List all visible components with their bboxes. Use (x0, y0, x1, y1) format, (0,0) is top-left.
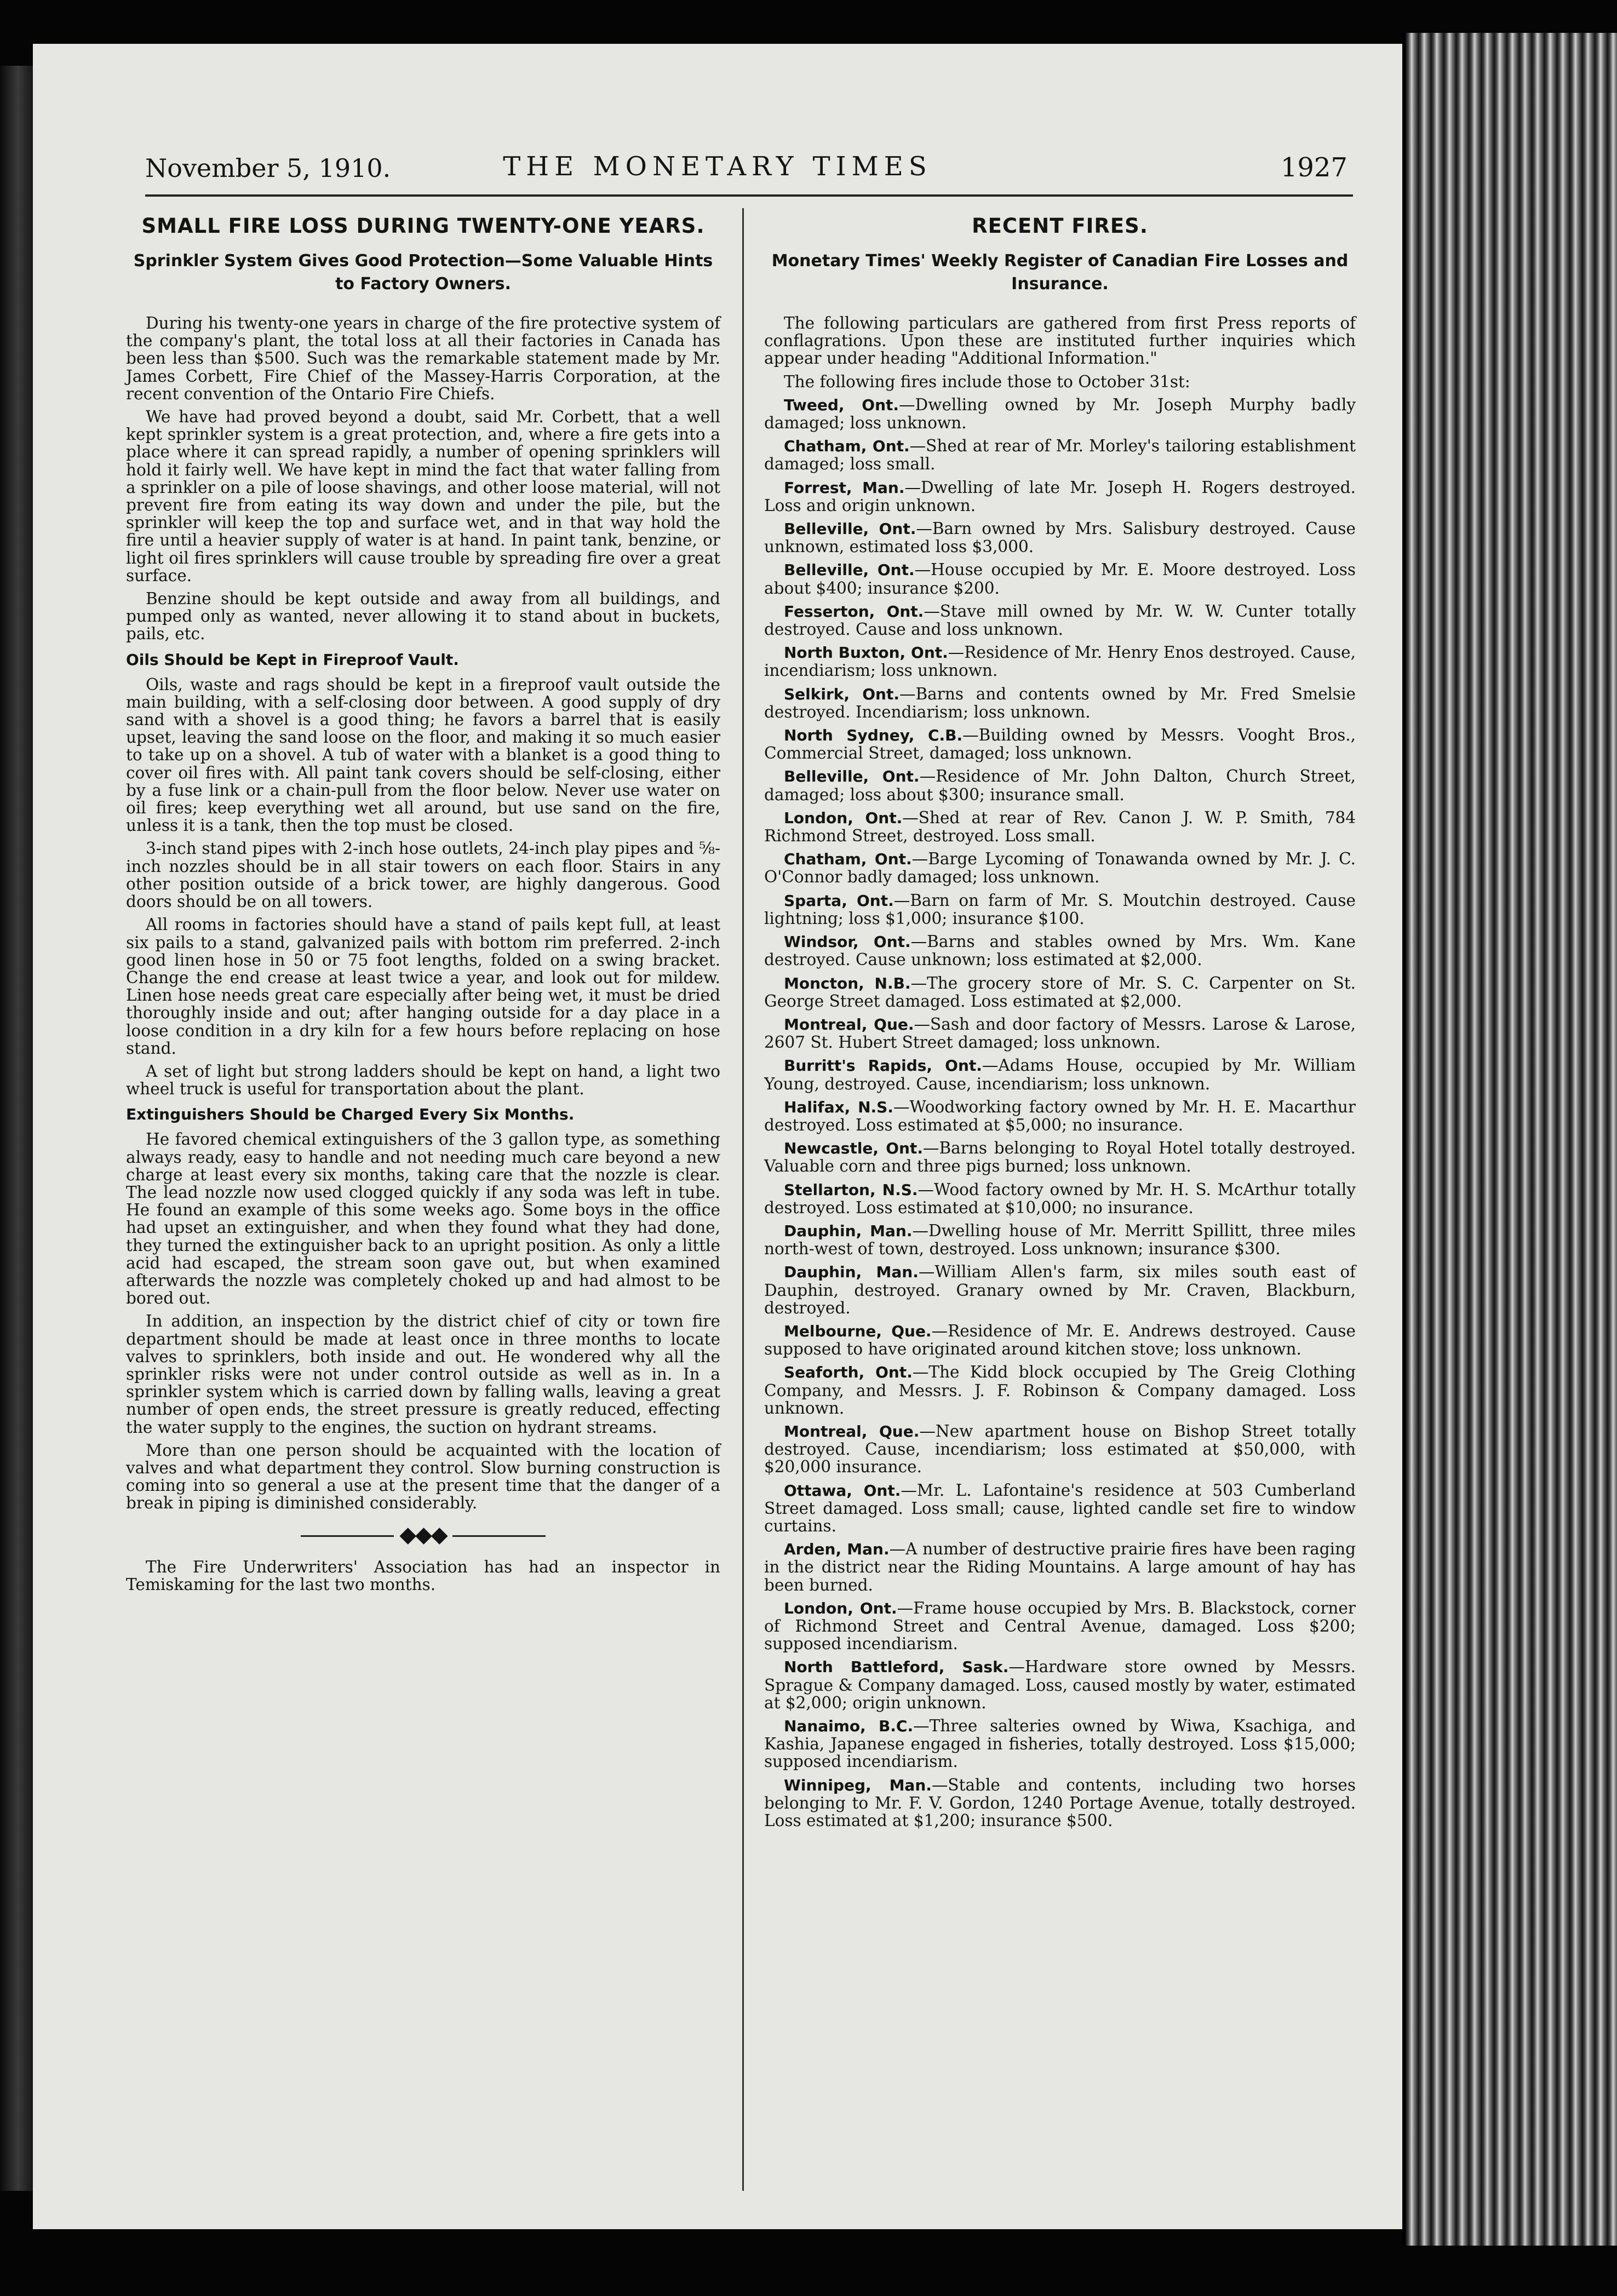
column-divider (742, 208, 744, 2191)
fire-description: —Shed at rear of Rev. Canon J. W. P. Smith, 784 Richmond Street, destroyed. Loss small. (764, 808, 1356, 846)
fire-entry (764, 437, 1356, 473)
fire-entry (764, 520, 1356, 555)
fire-location: Sparta, Ont. (784, 891, 894, 910)
fire-entry (764, 1599, 1356, 1653)
fire-description: —Barns belonging to Royal Hotel totally destroyed. Valuable corn and three pigs burned; loss unknown. (764, 1139, 1356, 1176)
fire-location: Halifax, N.S. (784, 1098, 893, 1116)
fire-entry (764, 644, 1356, 679)
fire-description: —Adams House, occupied by Mr. William Young, destroyed. Cause, incendiarism; loss unknown. (764, 1056, 1356, 1093)
fire-location: Fesserton, Ont. (784, 602, 924, 621)
fire-description: —Woodworking factory owned by Mr. H. E. Macarthur destroyed. Loss estimated at $5,000; no insurance. (764, 1097, 1356, 1134)
fire-location: Montreal, Que. (784, 1015, 914, 1034)
fire-entry (764, 1322, 1356, 1358)
fire-description: —Building owned by Messrs. Vooght Bros., Commercial Street, damaged; loss unknown. (764, 726, 1356, 763)
fire-entry (764, 1181, 1356, 1216)
fire-description: —Sash and door factory of Messrs. Larose & Larose, 2607 St. Hubert Street damaged; loss unknown. (764, 1014, 1356, 1052)
fire-location: Stellarton, N.S. (784, 1180, 918, 1199)
fire-entry (764, 809, 1356, 845)
fire-description: —Stable and contents, including two horses belonging to Mr. F. V. Gordon, 1240 Portage Avenue, totally destroyed. Loss estimated at $1,200; insurance $500. (764, 1775, 1356, 1830)
fire-location: Newcastle, Ont. (784, 1139, 923, 1158)
fire-location: Belleville, Ont. (784, 561, 915, 579)
fire-location: Tweed, Ont. (784, 395, 899, 414)
fire-entry (764, 726, 1356, 762)
fire-location: Melbourne, Que. (784, 1322, 932, 1340)
fire-location: Windsor, Ont. (784, 933, 911, 951)
fire-entry (764, 1482, 1356, 1535)
recent-fires-headline: RECENT FIRES. (972, 214, 1148, 238)
masthead (33, 44, 1402, 208)
fire-description: —Hardware store owned by Messrs. Sprague & Company damaged. Loss, caused mostly by water, estimated at $2,000; origin unknown. (764, 1657, 1356, 1712)
fire-location: Chatham, Ont. (784, 850, 912, 869)
fire-entry (764, 1263, 1356, 1317)
paragraph: In addition, an inspection by the district chief of city or town fire department should be made at least once in three months to locate valves to sprinklers, both inside and out. He wondered why all the sprinkler risks were not under control outside as well as in. In a sprinkler system which is carried down by falling walls, leaving a great number of open ends, the street pressure is greatly reduced, effecting the water supply to the engines, the suction on hydrant streams. (126, 1312, 720, 1437)
fire-location: Belleville, Ont. (784, 767, 920, 786)
paragraph: A set of light but strong ladders should be kept on hand, a light two wheel truck is useful for transportation about the plant. (126, 1061, 720, 1099)
fire-entry (764, 602, 1356, 638)
fire-location: Moncton, N.B. (784, 974, 911, 992)
fire-location: Forrest, Man. (784, 478, 905, 497)
fire-description: —Residence of Mr. E. Andrews destroyed. Cause supposed to have originated around kitchen stove; loss unknown. (764, 1321, 1356, 1359)
closing-note: The Fire Underwriters' Association has had an inspector in Temiskaming for the last two months. (126, 1557, 720, 1594)
right-column-article (764, 214, 1356, 1835)
fire-location: North Sydney, C.B. (784, 726, 963, 745)
paragraph: Oils, waste and rags should be kept in a fireproof vault outside the main building, with a self-closing door between. A good supply of dry sand with a shovel is a good thing; he favors a barrel that is easily upset, leaving the sand loose on the floor, and making it so much easier to take up on a shovel. A tub of water with a blanket is a good thing to cover oil fires with. All paint tank covers should be self-closing, either by a fuse link or a chain-pull from the floor below. Never use water on oil fires; keep everything wet all around, but use sand on the fire, unless it is a tank, then the top must be closed. (126, 675, 720, 835)
register-lead-in: The following fires include those to October 31st: (784, 372, 1190, 391)
page-number: 1927 (1280, 152, 1348, 183)
paragraph: We have had proved beyond a doubt, said Mr. Corbett, that a well kept sprinkler system is a great protection, and, where a fire gets into a place where it can spread rapidly, a number of opening sprinklers will hold it fairly well. We have kept in mind the fact that water falling from a sprinkler on a pile of loose shavings, and other loose material, will not prevent fire from eating its way down and under the pile, but the sprinkler will keep the top and surface wet, and in that way hold the fire until a heavier supply of water is at hand. In paint tank, benzine, or light oil fires sprinklers will cause trouble by spreading fire over a great surface. (126, 407, 720, 585)
paragraph: More than one person should be acquainted with the location of valves and what department they control. Slow burning construction is coming into so general a use at the present time that the danger of a break in piping is diminished considerably. (126, 1440, 720, 1513)
article-headline: SMALL FIRE LOSS DURING TWENTY-ONE YEARS. (141, 214, 705, 238)
fire-entry (764, 892, 1356, 927)
fire-location: Seaforth, Ont. (784, 1363, 913, 1382)
fire-location: Chatham, Ont. (784, 437, 910, 456)
register-intro: The following particulars are gathered from first Press reports of conflagrations. Upon these are instituted further inquiries which appear under heading "Additional Information." (764, 314, 1356, 368)
fire-entry (764, 479, 1356, 514)
fire-location: Selkirk, Ont. (784, 685, 899, 703)
fire-description: —Wood factory owned by Mr. H. S. McArthur totally destroyed. Loss estimated at $10,000; no insurance. (764, 1180, 1356, 1217)
fire-entry (764, 1717, 1356, 1771)
paragraph: During his twenty-one years in charge of the fire protective system of the company's plant, the total loss at all their factories in Canada has been less than $500. Such was the remarkable statement made by Mr. James Corbett, Fire Chief of the Massey-Harris Corporation, at the recent convention of the Ontario Fire Chiefs. (126, 314, 720, 403)
fire-entry (764, 1658, 1356, 1712)
fire-description: —Mr. L. Lafontaine's residence at 503 Cumberland Street damaged. Loss small; cause, lighted candle set fire to window curtains. (764, 1480, 1356, 1535)
fire-location: Burritt's Rapids, Ont. (784, 1057, 982, 1075)
book-binding (1402, 33, 1617, 2246)
fire-description: —Stave mill owned by Mr. W. W. Cunter totally destroyed. Cause and loss unknown. (764, 601, 1356, 639)
fire-entry (764, 1776, 1356, 1830)
fire-description: —Dwelling house of Mr. Merritt Spillitt, three miles north-west of town, destroyed. Loss unknown; insurance $300. (764, 1221, 1356, 1259)
ornament-divider: ◆◆◆ (126, 1522, 720, 1547)
fire-location: Arden, Man. (784, 1540, 890, 1559)
fire-entry (764, 396, 1356, 432)
fire-description: —Barns and contents owned by Mr. Fred Smelsie destroyed. Incendiarism; loss unknown. (764, 684, 1356, 721)
fire-description: —Shed at rear of Mr. Morley's tailoring establishment damaged; loss small. (764, 437, 1356, 474)
fire-entry (764, 561, 1356, 596)
fire-entry (764, 1540, 1356, 1594)
fire-entry (764, 1015, 1356, 1051)
fire-entry (764, 1422, 1356, 1476)
left-page-edge (0, 66, 33, 2191)
fire-description: —The Kidd block occupied by The Greig Clothing Company, and Messrs. J. F. Robinson & Company damaged. Loss unknown. (764, 1363, 1356, 1417)
fire-description: —The grocery store of Mr. S. C. Carpenter on St. George Street damaged. Loss estimated at $2,000. (764, 973, 1356, 1011)
fire-description: —Residence of Mr. John Dalton, Church Street, damaged; loss about $300; insurance small. (764, 767, 1356, 804)
fire-description: —Barn owned by Mrs. Salisbury destroyed. Cause unknown, estimated loss $3,000. (764, 519, 1356, 556)
fire-entry (764, 850, 1356, 886)
fire-location: Dauphin, Man. (784, 1263, 919, 1282)
fire-location: Ottawa, Ont. (784, 1481, 901, 1500)
fire-description: —Three salteries owned by Wiwa, Ksachiga, and Kashia, Japanese engaged in fisheries, totally destroyed. Loss $15,000; supposed incendiarism. (764, 1717, 1356, 1771)
left-column-article (126, 214, 720, 1599)
fire-entry (764, 767, 1356, 803)
masthead-rule (145, 194, 1353, 197)
fire-location: Dauphin, Man. (784, 1221, 913, 1240)
fire-description: —Barns and stables owned by Mrs. Wm. Kane destroyed. Cause unknown; loss estimated at $2,000. (764, 932, 1356, 969)
fire-description: —House occupied by Mr. E. Moore destroyed. Loss about $400; insurance $200. (764, 560, 1356, 598)
fire-description: —Barn on farm of Mr. S. Moutchin destroyed. Cause lightning; loss $1,000; insurance $100. (764, 891, 1356, 928)
fire-entry (764, 1222, 1356, 1258)
paragraph: Benzine should be kept outside and away from all buildings, and pumped only as wanted, never allowing it to stand about in buckets, pails, etc. (126, 589, 720, 644)
fire-description: —Dwelling of late Mr. Joseph H. Rogers destroyed. Loss and origin unknown. (764, 478, 1356, 515)
fire-description: —Residence of Mr. Henry Enos destroyed. Cause, incendiarism; loss unknown. (764, 643, 1356, 680)
fire-location: Belleville, Ont. (784, 520, 916, 538)
fire-location: North Battleford, Sask. (784, 1658, 1009, 1677)
fire-entry (764, 1098, 1356, 1134)
fire-description: —Frame house occupied by Mrs. B. Blackstock, corner of Richmond Street and Central Avenue, damaged. Loss $200; supposed incendiarism. (764, 1598, 1356, 1654)
fire-location: Montreal, Que. (784, 1422, 920, 1440)
subhead-oils: Oils Should be Kept in Fireproof Vault. (126, 650, 459, 669)
fire-description: —A number of destructive prairie fires have been raging in the district near the Riding Mountains. A large amount of hay has been burned. (764, 1540, 1356, 1594)
fire-location: London, Ont. (784, 1599, 897, 1617)
fire-entry (764, 1139, 1356, 1175)
issue-date: November 5, 1910. (145, 153, 391, 183)
subhead-extinguishers: Extinguishers Should be Charged Every Six Months. (126, 1105, 575, 1124)
fire-description: —Barge Lycoming of Tonawanda owned by Mr. J. C. O'Connor badly damaged; loss unknown. (764, 849, 1356, 887)
paragraph: 3-inch stand pipes with 2-inch hose outlets, 24-inch play pipes and ⅝-inch nozzles should be in all stair towers on each floor. Stairs in any other position outside of a brick tower, are highly dangerous. Good doors should be on all towers. (126, 839, 720, 911)
fire-entry (764, 933, 1356, 968)
paragraph: He favored chemical extinguishers of the 3 gallon type, as something always ready, easy to handle and not needing much care beyond a new charge at least every six months, taking care that the nozzle is clear. The lead nozzle now used clogged quickly if any soda was left in tube. He found an example of this some weeks ago. Some boys in the office had upset an extinguisher, and when they found what they had done, they turned the extinguisher back to an upright position. As only a little acid had escaped, the stream soon gave out, but when examined afterwards the nozzle was completely choked up and had almost to be bored out. (126, 1130, 720, 1308)
fire-location: Winnipeg, Man. (784, 1776, 932, 1794)
publication-title: THE MONETARY TIMES (503, 151, 932, 182)
article-deck: Sprinkler System Gives Good Protection—Some Valuable Hints to Factory Owners. (133, 251, 713, 294)
fire-location: Nanaimo, B.C. (784, 1717, 914, 1736)
fire-description: —New apartment house on Bishop Street totally destroyed. Cause, incendiarism; loss estimated at $50,000, with $20,000 insurance. (764, 1421, 1356, 1477)
fire-description: —Dwelling owned by Mr. Joseph Murphy badly damaged; loss unknown. (764, 395, 1356, 433)
fire-entry (764, 1057, 1356, 1092)
fire-description: —William Allen's farm, six miles south east of Dauphin, destroyed. Granary owned by Mr. Craven, Blackburn, destroyed. (764, 1262, 1356, 1317)
fire-entry (764, 1363, 1356, 1417)
fire-entry (764, 685, 1356, 721)
fire-list (764, 396, 1356, 1829)
recent-fires-deck: Monetary Times' Weekly Register of Canadian Fire Losses and Insurance. (771, 251, 1349, 294)
fire-entry (764, 974, 1356, 1010)
fire-location: North Buxton, Ont. (784, 644, 948, 662)
fire-location: London, Ont. (784, 808, 903, 827)
paragraph: All rooms in factories should have a stand of pails kept full, at least six pails to a stand, galvanized pails with bottom rim preferred. 2-inch good linen hose in 50 or 75 foot lengths, folded on a swing bracket. Change the end crease at least twice a year, and look out for mildew. Linen hose needs great care especially after being wet, it must be dried thoroughly inside and out; after hanging outside for a day place in a loose condition in a dry kiln for a few hours before replacing on hose stand. (126, 915, 720, 1058)
newspaper-page (33, 44, 1402, 2229)
